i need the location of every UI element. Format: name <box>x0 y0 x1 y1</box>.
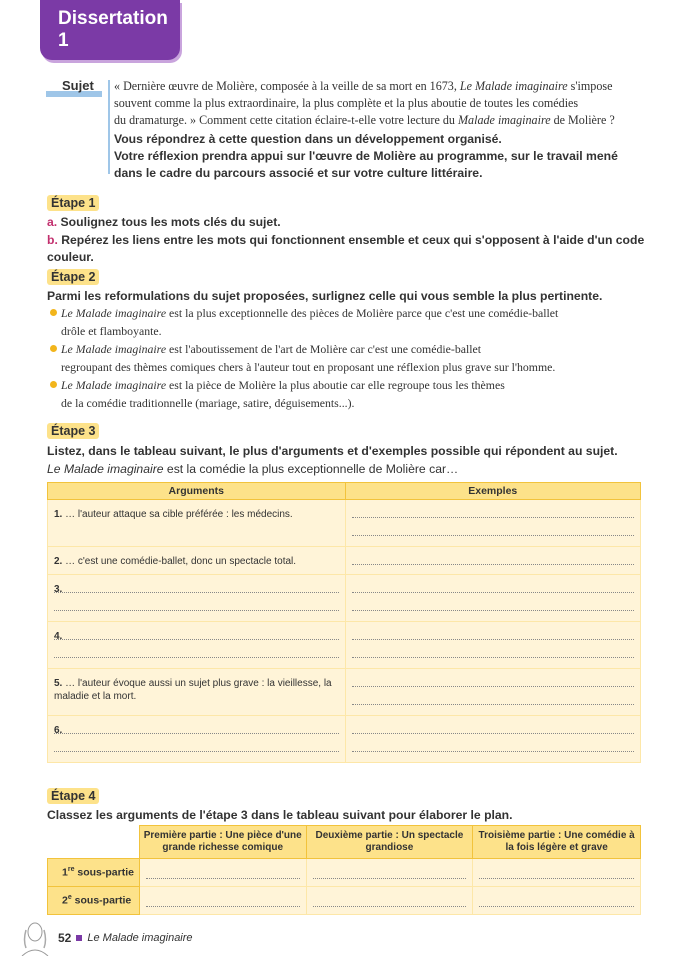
answer-line[interactable] <box>313 895 467 907</box>
etape1-label: Étape 1 <box>47 195 99 211</box>
arguments-table <box>47 482 641 763</box>
answer-line[interactable] <box>352 547 635 565</box>
etape1-b-letter: b. <box>47 233 58 247</box>
exemple-cell[interactable] <box>345 622 641 669</box>
plan-table <box>47 825 641 915</box>
etape3-lead-title: Le Malade imaginaire <box>47 462 164 476</box>
etape1-b-text: Repérez les liens entre les mots qui fonctionnent ensemble et ceux qui s'opposent à l'aide d'un code couleur. <box>47 233 645 264</box>
etape1-b <box>47 232 690 266</box>
answer-line[interactable] <box>479 895 634 907</box>
opt2-a: est l'aboutissement de l'art de Molière car c'est une comédie-ballet <box>166 342 482 356</box>
answer-line[interactable] <box>54 593 339 611</box>
row-text: … c'est une comédie-ballet, donc un spectacle total. <box>62 556 297 567</box>
opt1-title: Le Malade imaginaire <box>61 306 167 320</box>
table-row <box>48 622 641 669</box>
opt1-a: est la plus exceptionnelle des pièces de Molière parce que c'est une comédie-ballet <box>166 306 559 320</box>
page-title-text: Dissertation 1 <box>58 8 168 51</box>
page-number: 52 <box>58 931 72 945</box>
sujet-line1b: s'impose <box>567 79 613 93</box>
etape2-option-1 <box>50 304 558 340</box>
answer-line[interactable] <box>352 716 635 734</box>
sujet-instr2: Votre réflexion prendra appui sur l'œuvre de Molière au programme, sur le travail mené <box>114 149 618 163</box>
table-row <box>48 575 641 622</box>
opt2-b: regroupant des thèmes comiques chers à l'auteur tout en proposant une réflexion plus grave sur l'homme. <box>61 360 556 374</box>
plan-cell[interactable] <box>306 859 473 887</box>
row-num: 1. <box>54 509 63 520</box>
exemple-cell[interactable] <box>345 716 641 763</box>
sujet-instr3: dans le cadre du parcours associé et sur votre culture littéraire. <box>114 166 483 180</box>
table-row <box>48 669 641 716</box>
etape1-a-letter: a. <box>47 215 58 229</box>
etape3-lead <box>47 461 458 478</box>
footer-title: Le Malade imaginaire <box>87 932 193 944</box>
answer-line[interactable] <box>146 867 300 879</box>
row-label-num: 2 <box>62 894 68 907</box>
etape3-instruction: Listez, dans le tableau suivant, le plus d'arguments et d'exemples possible qui répondent au sujet. <box>47 444 618 458</box>
sujet-line1a: « Dernière œuvre de Molière, composée à la veille de sa mort en 1673, <box>114 79 460 93</box>
answer-line[interactable] <box>352 687 635 705</box>
col-exemples: Exemples <box>345 483 641 500</box>
etape2-option-2 <box>50 340 555 376</box>
exemple-cell[interactable] <box>345 500 641 547</box>
answer-line[interactable] <box>313 867 467 879</box>
answer-line[interactable] <box>352 500 635 518</box>
plan-cell[interactable] <box>139 887 306 915</box>
plan-cell[interactable] <box>139 859 306 887</box>
exemple-cell[interactable] <box>345 669 641 716</box>
answer-line[interactable] <box>54 734 339 752</box>
opt3-a: est la pièce de Molière la plus aboutie car elle regroupe tous les thèmes <box>166 378 505 392</box>
sujet-instructions <box>114 131 684 182</box>
answer-line[interactable] <box>352 575 635 593</box>
row-label-sup: e <box>67 894 72 902</box>
sujet-divider <box>108 80 110 174</box>
col-partie-3: Troisième partie : Une comédie à la fois légère et grave <box>473 826 641 859</box>
opt3-title: Le Malade imaginaire <box>61 378 167 392</box>
table-row <box>48 500 641 547</box>
argument-cell[interactable] <box>48 622 346 669</box>
argument-cell[interactable] <box>48 547 346 575</box>
sujet-instr1: Vous répondrez à cette question dans un développement organisé. <box>114 132 502 146</box>
sujet-line3a: du dramaturge. » Comment cette citation éclaire-t-elle votre lecture du <box>114 113 458 127</box>
row-num: 3. <box>54 584 63 595</box>
argument-cell[interactable] <box>48 575 346 622</box>
opt3-b: de la comédie traditionnelle (mariage, satire, déguisements...). <box>61 396 355 410</box>
etape1-a <box>47 214 281 231</box>
argument-cell[interactable] <box>48 716 346 763</box>
sujet-line3b: de Molière ? <box>550 113 615 127</box>
table-row <box>48 716 641 763</box>
sujet-line1-title: Le Malade imaginaire <box>459 79 568 93</box>
bullet-icon <box>50 345 57 352</box>
etape3-lead-text: est la comédie la plus exceptionnelle de Molière car… <box>163 462 459 476</box>
row-label-sup: re <box>67 866 75 874</box>
answer-line[interactable] <box>352 669 635 687</box>
plan-cell[interactable] <box>473 859 641 887</box>
sujet-label: Sujet <box>62 78 102 93</box>
row-label <box>48 859 140 887</box>
etape4-instruction: Classez les arguments de l'étape 3 dans le tableau suivant pour élaborer le plan. <box>47 808 513 822</box>
empty-corner <box>48 826 140 859</box>
square-bullet-icon <box>76 935 82 941</box>
row-num: 2. <box>54 556 63 567</box>
etape1-a-text: Soulignez tous les mots clés du sujet. <box>57 215 281 229</box>
row-text: … l'auteur attaque sa cible préférée : les médecins. <box>62 509 293 520</box>
answer-line[interactable] <box>479 867 634 879</box>
row-label-num: 1 <box>62 866 68 879</box>
page-title <box>40 0 180 60</box>
row-num: 5. <box>54 678 63 689</box>
bullet-icon <box>50 381 57 388</box>
plan-cell[interactable] <box>306 887 473 915</box>
etape4-label: Étape 4 <box>47 788 99 804</box>
row-num: 4. <box>54 631 63 642</box>
answer-line[interactable] <box>352 518 635 536</box>
etape3-label: Étape 3 <box>47 423 99 439</box>
exemple-cell[interactable] <box>345 547 641 575</box>
sujet-line2: souvent comme la plus extraordinaire, la plus complète et la plus aboutie de toutes les comédies <box>114 96 579 110</box>
row-label <box>48 887 140 915</box>
answer-line[interactable] <box>352 734 635 752</box>
exemple-cell[interactable] <box>345 575 641 622</box>
col-partie-1: Première partie : Une pièce d'une grande richesse comique <box>139 826 306 859</box>
answer-line[interactable] <box>352 640 635 658</box>
moliere-portrait-icon <box>20 920 50 956</box>
etape2-instruction: Parmi les reformulations du sujet proposées, surlignez celle qui vous semble la plus pertinente. <box>47 289 603 303</box>
row-label-text: sous-partie <box>74 866 134 879</box>
answer-line[interactable] <box>352 622 635 640</box>
answer-line[interactable] <box>146 895 300 907</box>
table-row <box>48 859 641 887</box>
opt2-title: Le Malade imaginaire <box>61 342 167 356</box>
argument-cell[interactable] <box>48 669 346 716</box>
table-row <box>48 887 641 915</box>
table-row <box>48 547 641 575</box>
bullet-icon <box>50 309 57 316</box>
col-arguments: Arguments <box>48 483 346 500</box>
row-num: 6. <box>54 725 63 736</box>
sujet-quote <box>114 78 684 129</box>
etape2-label: Étape 2 <box>47 269 99 285</box>
opt1-b: drôle et flamboyante. <box>61 324 162 338</box>
etape2-option-3 <box>50 376 505 412</box>
col-partie-2: Deuxième partie : Un spectacle grandiose <box>306 826 473 859</box>
plan-cell[interactable] <box>473 887 641 915</box>
footer <box>20 918 193 958</box>
argument-cell[interactable] <box>48 500 346 547</box>
answer-line[interactable] <box>352 593 635 611</box>
answer-line[interactable] <box>54 640 339 658</box>
sujet-line3-title: Malade imaginaire <box>457 113 551 127</box>
row-text: … l'auteur évoque aussi un sujet plus grave : la vieillesse, la maladie et la mort. <box>54 678 332 702</box>
row-label-text: sous-partie <box>71 894 132 907</box>
